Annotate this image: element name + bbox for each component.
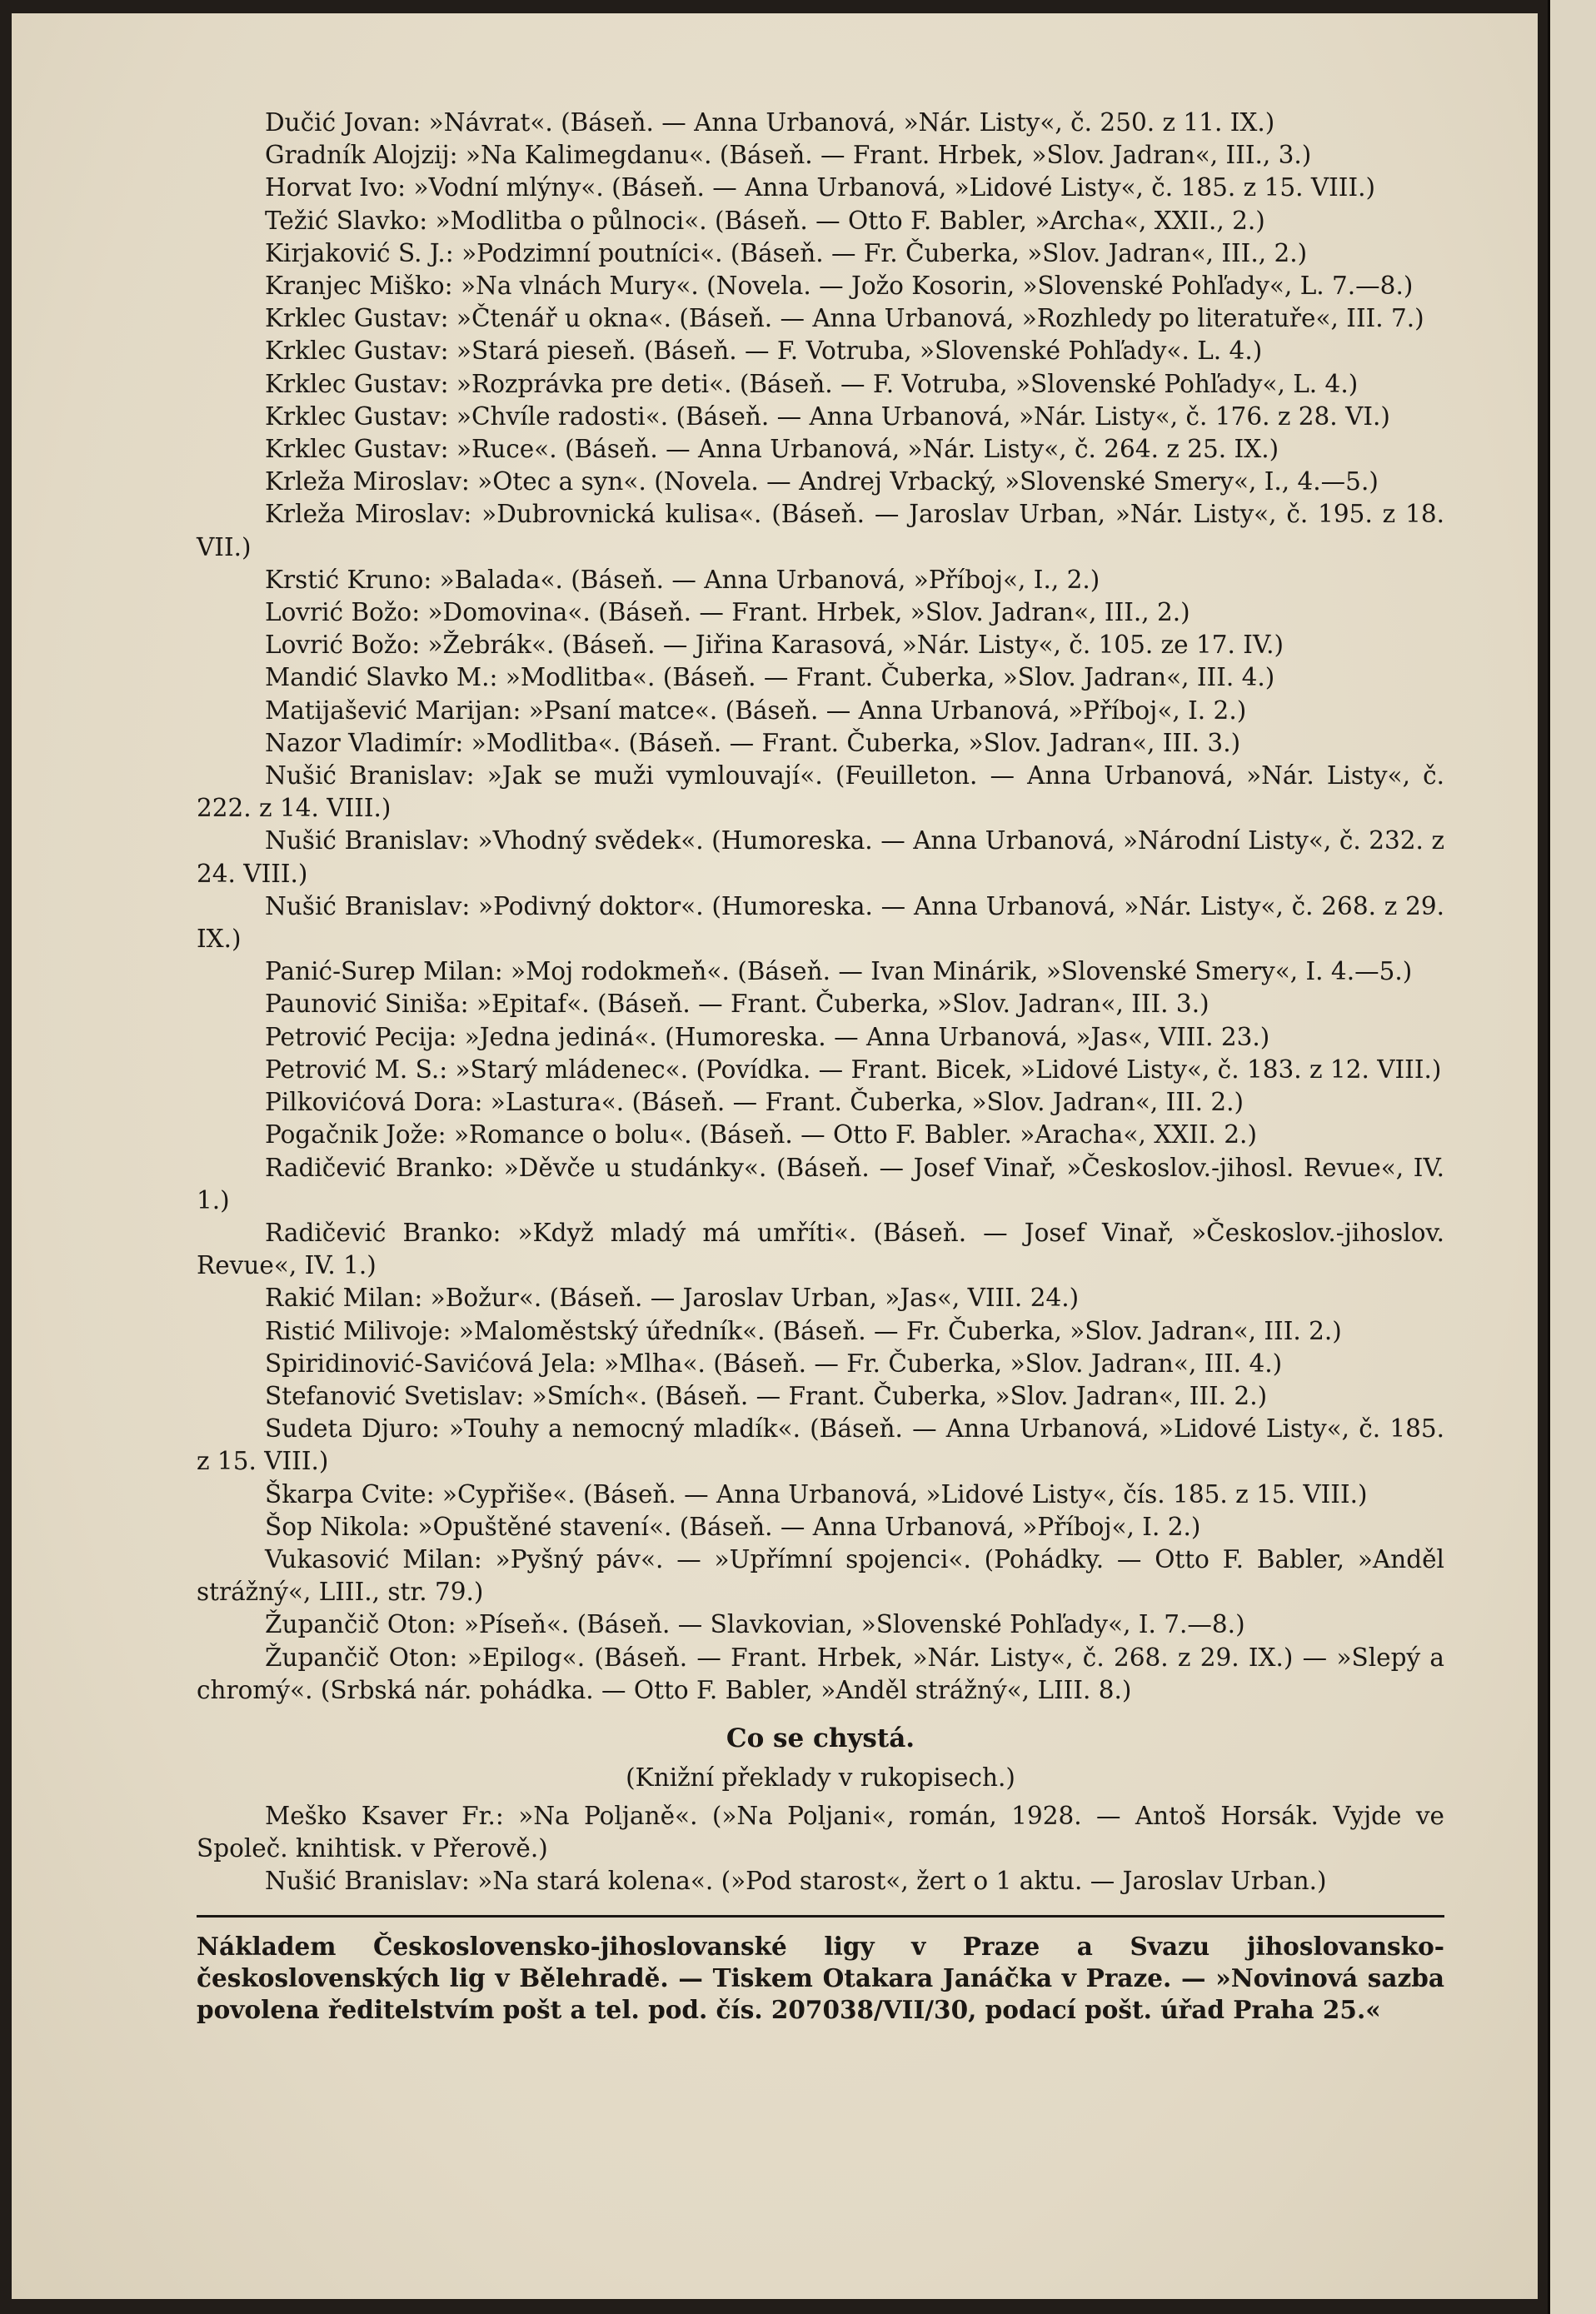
entry-zupancic-2: Župančič Oton: »Epilog«. (Báseň. — Frant. Hrbek, »Nár. Listy«, č. 268. z 29. IX.) — »Slepý a chromý«. (Srbská nár. pohádka. — Otto F. Babler, »Anděl strážný«, LIII. 8.) xyxy=(197,1643,1444,1704)
entry-ducic: Dučić Jovan: »Návrat«. (Báseň. — Anna Urbanová, »Nár. Listy«, č. 250. z 11. IX.) xyxy=(265,108,1275,137)
entry-krklec-5: Krklec Gustav: »Ruce«. (Báseň. — Anna Urbanová, »Nár. Listy«, č. 264. z 25. IX.) xyxy=(265,435,1279,464)
entry-ristic: Ristić Milivoje: »Maloměstský úředník«. (Báseň. — Fr. Čuberka, »Slov. Jadran«, III. 2.) xyxy=(265,1316,1342,1345)
upcoming-entry-mesko: Meško Ksaver Fr.: »Na Poljaně«. (»Na Poljani«, román, 1928. — Antoš Horsák. Vyjde ve Společ. knihtisk. v Přerově.) xyxy=(197,1801,1444,1863)
entry-spiridinovic: Spiridinović-Savićová Jela: »Mlha«. (Báseň. — Fr. Čuberka, »Slov. Jadran«, III. 4.) xyxy=(265,1349,1283,1378)
page-content xyxy=(197,107,1444,2026)
entry-nusic-1: Nušić Branislav: »Jak se muži vymlouvají«. (Feuilleton. — Anna Urbanová, »Nár. Listy«, č. 222. z 14. VIII.) xyxy=(197,761,1444,823)
imprint: Nákladem Československo-jihoslovanské ligy v Praze a Svazu jihoslovansko-československých lig v Bělehradě. — Tiskem Otakara Janáčka v Praze. — »Novinová sazba povolena ředitelstvím pošt a tel. pod. čís. 207038/VII/30, podací pošt. úřad Praha 25.« xyxy=(197,1931,1444,2024)
entry-matijasevic: Matijašević Marijan: »Psaní matce«. (Báseň. — Anna Urbanová, »Příboj«, I. 2.) xyxy=(265,696,1247,725)
entry-petrovic-ms: Petrović M. S.: »Starý mládenec«. (Povídka. — Frant. Bicek, »Lidové Listy«, č. 183. z 12. VIII.) xyxy=(265,1055,1442,1084)
translations-list xyxy=(197,107,1444,1707)
divider-rule xyxy=(197,1915,1444,1918)
entry-krklec-3: Krklec Gustav: »Rozprávka pre deti«. (Báseň. — F. Votruba, »Slovenské Pohľady«, L. 4.) xyxy=(265,369,1359,398)
entry-tezic: Težić Slavko: »Modlitba o půlnoci«. (Báseň. — Otto F. Babler, »Archa«, XXII., 2.) xyxy=(265,206,1265,235)
entry-sop: Šop Nikola: »Opuštěné stavení«. (Báseň. — Anna Urbanová, »Příboj«, I. 2.) xyxy=(265,1512,1201,1541)
entry-rakic: Rakić Milan: »Božur«. (Báseň. — Jaroslav Urban, »Jas«, VIII. 24.) xyxy=(265,1284,1080,1313)
entry-sudeta: Sudeta Djuro: »Touhy a nemocný mladík«. (Báseň. — Anna Urbanová, »Lidové Listy«, č. 185. z 15. VIII.) xyxy=(197,1414,1444,1476)
entry-radicevic-1: Radičević Branko: »Děvče u studánky«. (Báseň. — Josef Vinař, »Českoslov.-jihosl. Revue«, IV. 1.) xyxy=(197,1153,1444,1214)
entry-skarpa: Škarpa Cvite: »Cypřiše«. (Báseň. — Anna Urbanová, »Lidové Listy«, čís. 185. z 15. VIII.) xyxy=(265,1479,1368,1509)
entry-pogacnik: Pogačnik Jože: »Romance o bolu«. (Báseň. — Otto F. Babler. »Aracha«, XXII. 2.) xyxy=(265,1120,1257,1150)
entry-radicevic-2: Radičević Branko: »Když mladý má umříti«. (Báseň. — Josef Vinař, »Českoslov.-jihoslov. Revue«, IV. 1.) xyxy=(197,1218,1444,1280)
entry-vukasovic: Vukasović Milan: »Pyšný páv«. — »Upřímní spojenci«. (Pohádky. — Otto F. Babler, »Anděl strážný«, LIII., str. 79.) xyxy=(197,1544,1444,1607)
entry-mandic: Mandić Slavko M.: »Modlitba«. (Báseň. — Frant. Čuberka, »Slov. Jadran«, III. 4.) xyxy=(265,663,1275,692)
entry-krstic: Krstić Kruno: »Balada«. (Báseň. — Anna Urbanová, »Příboj«, I., 2.) xyxy=(265,565,1100,594)
entry-krleza-1: Krleža Miroslav: »Otec a syn«. (Novela. — Andrej Vrbacký, »Slovenské Smery«, I., 4.—5.) xyxy=(265,467,1379,496)
entry-panic-surep: Panić-Surep Milan: »Moj rodokmeň«. (Báseň. — Ivan Minárik, »Slovenské Smery«, I. 4.—5.) xyxy=(265,957,1413,986)
entry-nazor: Nazor Vladimír: »Modlitba«. (Báseň. — Frant. Čuberka, »Slov. Jadran«, III. 3.) xyxy=(265,728,1241,757)
entry-krklec-4: Krklec Gustav: »Chvíle radosti«. (Báseň. — Anna Urbanová, »Nár. Listy«, č. 176. z 28. VI.) xyxy=(265,401,1390,431)
entry-pilkovicova: Pilkovićová Dora: »Lastura«. (Báseň. — Frant. Čuberka, »Slov. Jadran«, III. 2.) xyxy=(265,1088,1244,1117)
entry-lovric-2: Lovrić Božo: »Žebrák«. (Báseň. — Jiřina Karasová, »Nár. Listy«, č. 105. ze 17. IV.) xyxy=(265,631,1284,660)
entry-krleza-2: Krleža Miroslav: »Dubrovnická kulisa«. (Báseň. — Jaroslav Urban, »Nár. Listy«, č. 195. z 18. VII.) xyxy=(197,500,1444,561)
entry-gradnik: Gradník Alojzij: »Na Kalimegdanu«. (Báseň. — Frant. Hrbek, »Slov. Jadran«, III., 3.) xyxy=(265,141,1312,170)
adjacent-page-edge xyxy=(1548,0,1596,2314)
entry-zupancic-1: Župančič Oton: »Píseň«. (Báseň. — Slavkovian, »Slovenské Pohľady«, I. 7.—8.) xyxy=(265,1610,1245,1639)
section-title: Co se chystá. xyxy=(726,1723,915,1753)
entry-paunovic: Paunović Siniša: »Epitaf«. (Báseň. — Frant. Čuberka, »Slov. Jadran«, III. 3.) xyxy=(265,990,1209,1019)
entry-nusic-2: Nušić Branislav: »Vhodný svědek«. (Humoreska. — Anna Urbanová, »Národní Listy«, č. 232. z 24. VIII.) xyxy=(197,826,1444,888)
entry-lovric-1: Lovrić Božo: »Domovina«. (Báseň. — Frant. Hrbek, »Slov. Jadran«, III., 2.) xyxy=(265,598,1190,627)
entry-nusic-3: Nušić Branislav: »Podivný doktor«. (Humoreska. — Anna Urbanová, »Nár. Listy«, č. 268. z 29. IX.) xyxy=(197,891,1444,954)
entry-petrovic-pecija: Petrović Pecija: »Jedna jediná«. (Humoreska. — Anna Urbanová, »Jas«, VIII. 23.) xyxy=(265,1022,1270,1051)
upcoming-entry-nusic: Nušić Branislav: »Na stará kolena«. (»Pod starost«, žert o 1 aktu. — Jaroslav Urban.) xyxy=(265,1867,1327,1896)
entry-kirjakovic: Kirjaković S. J.: »Podzimní poutníci«. (Báseň. — Fr. Čuberka, »Slov. Jadran«, III., 2.) xyxy=(265,238,1308,267)
upcoming-section xyxy=(197,1720,1444,1898)
section-subtitle: (Knižní překlady v rukopisech.) xyxy=(626,1763,1015,1792)
entry-krklec-2: Krklec Gustav: »Stará pieseň. (Báseň. — F. Votruba, »Slovenské Pohľady«. L. 4.) xyxy=(265,337,1263,366)
entry-horvat: Horvat Ivo: »Vodní mlýny«. (Báseň. — Anna Urbanová, »Lidové Listy«, č. 185. z 15. VIII.) xyxy=(265,173,1375,202)
entry-krklec-1: Krklec Gustav: »Čtenář u okna«. (Báseň. — Anna Urbanová, »Rozhledy po literatuře«, III. 7.) xyxy=(265,304,1424,333)
entry-stefanovic: Stefanović Svetislav: »Smích«. (Báseň. — Frant. Čuberka, »Slov. Jadran«, III. 2.) xyxy=(265,1381,1268,1410)
entry-kranjec: Kranjec Miško: »Na vlnách Mury«. (Novela. — Jožo Kosorin, »Slovenské Pohľady«, L. 7.—8.) xyxy=(265,272,1414,301)
